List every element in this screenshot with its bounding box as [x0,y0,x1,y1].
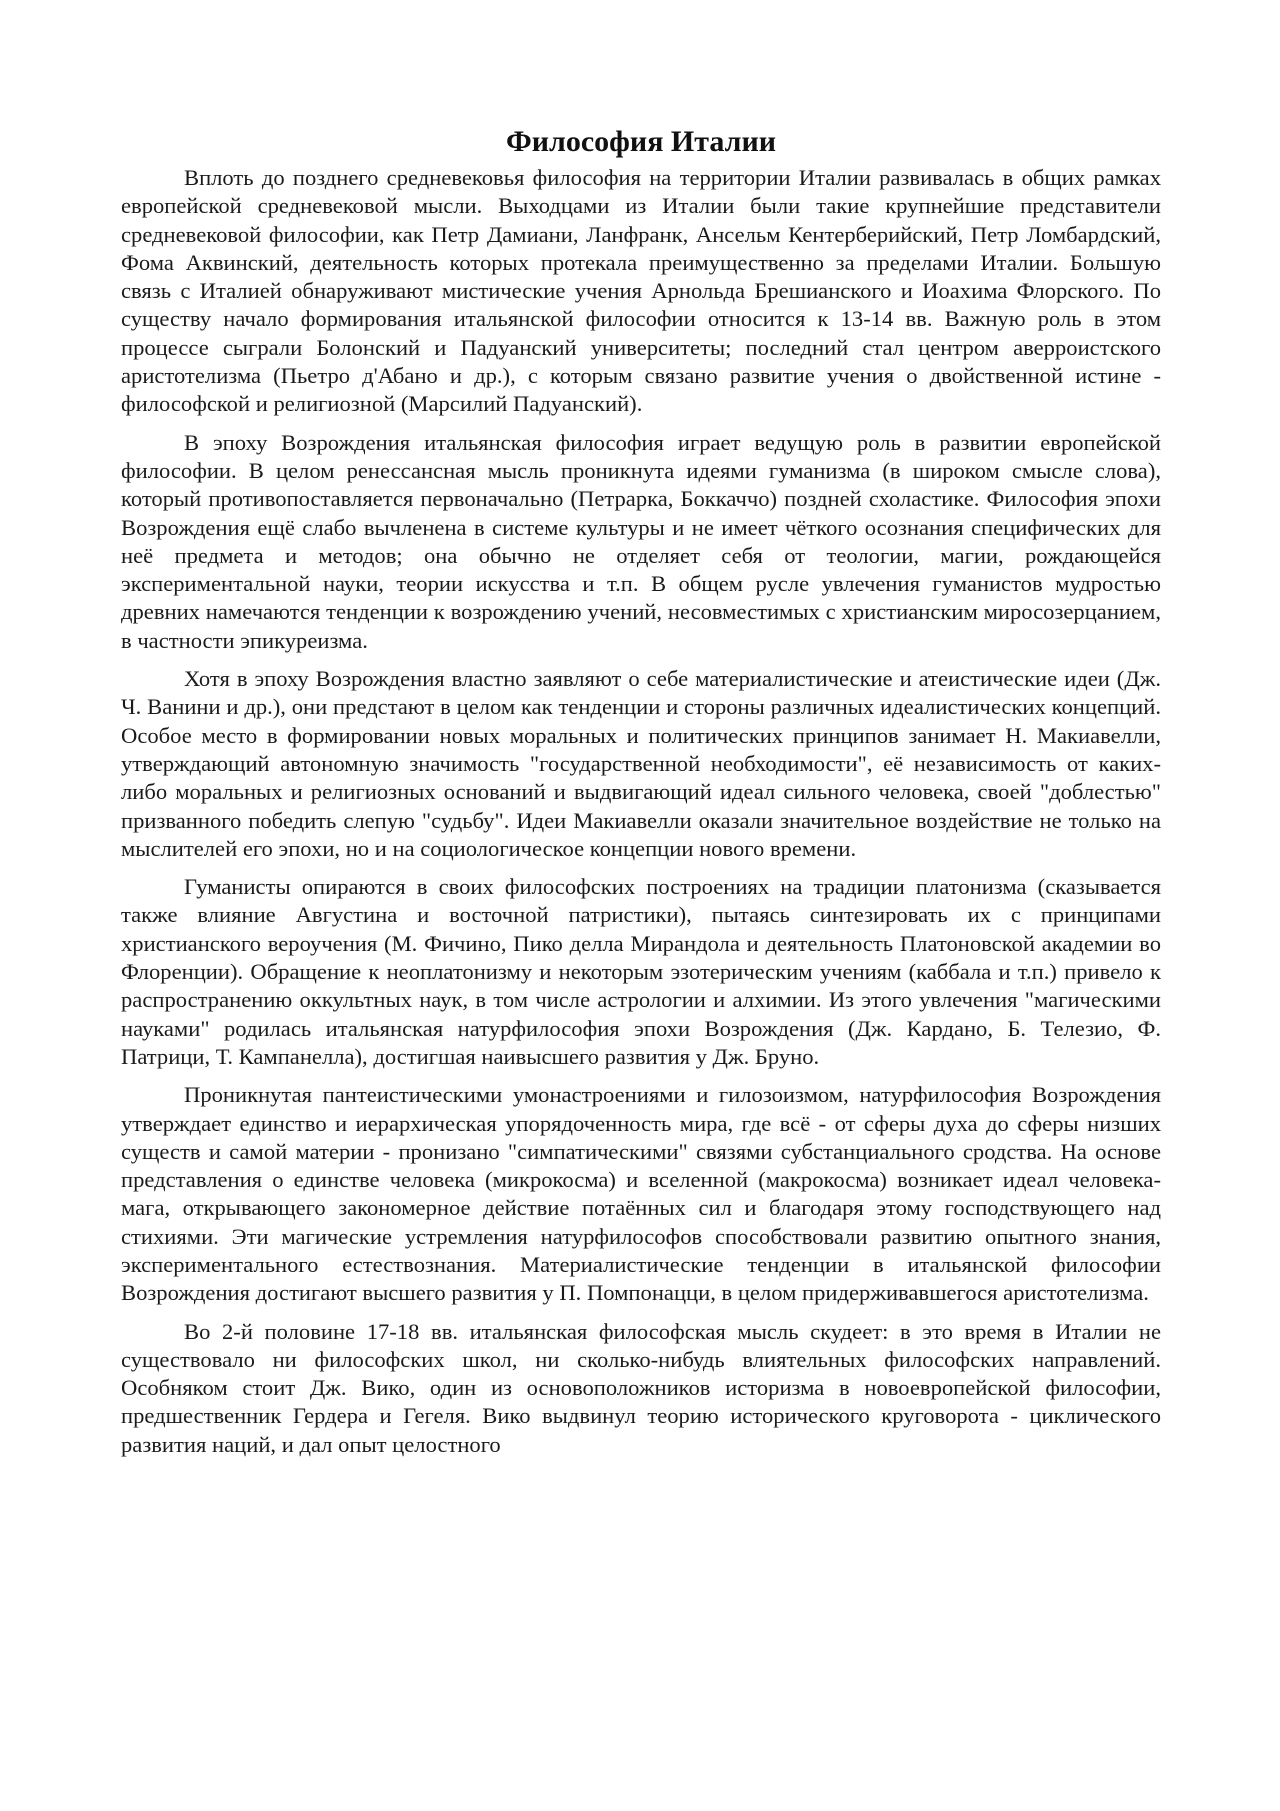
document-body [121,124,1161,1469]
page-title: Философия Италии [505,125,777,158]
paragraph: Проникнутая пантеистическими умонастроениями и гилозоизмом, натурфилософия Возрождения утверждает единство и иерархическая упорядоченность мира, где всё - от сферы духа до сферы низших существ и самой материи - пронизано "симпатическими" связями субстанциального сродства. На основе представления о единстве человека (микрокосма) и вселенной (макрокосма) возникает идеал человека-мага, открывающего закономерное действие потаённых сил и благодаря этому господствующего над стихиями. Эти магические устремления натурфилософов способствовали развитию опытного знания, экспериментального естествознания. Материалистические тенденции в итальянской философии Возрождения достигают высшего развития у П. Помпонацци, в целом придерживавшегося аристотелизма. [121,1082,1161,1306]
paragraph: Вплоть до позднего средневековья философия на территории Италии развивалась в общих рамках европейской средневековой мысли. Выходцами из Италии были такие крупнейшие представители средневековой философии, как Петр Дамиани, Ланфранк, Ансельм Кентерберийский, Петр Ломбардский, Фома Аквинский, деятельность которых протекала преимущественно за пределами Италии. Большую связь с Италией обнаруживают мистические учения Арнольда Брешианского и Иоахима Флорского. По существу начало формирования итальянской философии относится к 13-14 вв. Важную роль в этом процессе сыграли Болонский и Падуанский университеты; последний стал центром аверроистского аристотелизма (Пьетро д'Абано и др.), с которым связано развитие учения о двойственной истине - философской и религиозной (Марсилий Падуанский). [121,165,1161,417]
paragraph: Хотя в эпоху Возрождения властно заявляют о себе материалистические и атеистические идеи (Дж. Ч. Ванини и др.), они предстают в целом как тенденции и стороны различных идеалистических концепций. Особое место в формировании новых моральных и политических принципов занимает Н. Макиавелли, утверждающий автономную значимость "государственной необходимости", её независимость от каких-либо моральных и религиозных оснований и выдвигающий идеал сильного человека, своей "доблестью" призванного победить слепую "судьбу". Идеи Макиавелли оказали значительное воздействие не только на мыслителей его эпохи, но и на социологическое концепции нового времени. [121,666,1161,861]
paragraph: Гуманисты опираются в своих философских построениях на традиции платонизма (сказывается также влияние Августина и восточной патристики), пытаясь синтезировать их с принципами христианского вероучения (М. Фичино, Пико делла Мирандола и деятельность Платоновской академии во Флоренции). Обращение к неоплатонизму и некоторым эзотерическим учениям (каббала и т.п.) привело к распространению оккультных наук, в том числе астрологии и алхимии. Из этого увлечения "магическими науками" родилась итальянская натурфилософия эпохи Возрождения (Дж. Кардано, Б. Телезио, Ф. Патрици, Т. Кампанелла), достигшая наивысшего развития у Дж. Бруно. [121,874,1161,1069]
paragraph: В эпоху Возрождения итальянская философия играет ведущую роль в развитии европейской философии. В целом ренессансная мысль проникнута идеями гуманизма (в широком смысле слова), который противопоставляется первоначально (Петрарка, Боккаччо) поздней схоластике. Философия эпохи Возрождения ещё слабо вычленена в системе культуры и не имеет чёткого осознания специфических для неё предмета и методов; она обычно не отделяет себя от теологии, магии, рождающейся экспериментальной науки, теории искусства и т.п. В общем русле увлечения гуманистов мудростью древних намечаются тенденции к возрождению учений, несовместимых с христианским миросозерцанием, в частности эпикуреизма. [121,429,1161,653]
paragraph: Во 2-й половине 17-18 вв. итальянская философская мысль скудеет: в это время в Италии не существовало ни философских школ, ни сколько-нибудь влиятельных философских направлений. Особняком стоит Дж. Вико, один из основоположников историзма в новоевропейской философии, предшественник Гердера и Гегеля. Вико выдвинул теорию исторического круговорота - циклического развития наций, и дал опыт целостного [121,1318,1161,1457]
